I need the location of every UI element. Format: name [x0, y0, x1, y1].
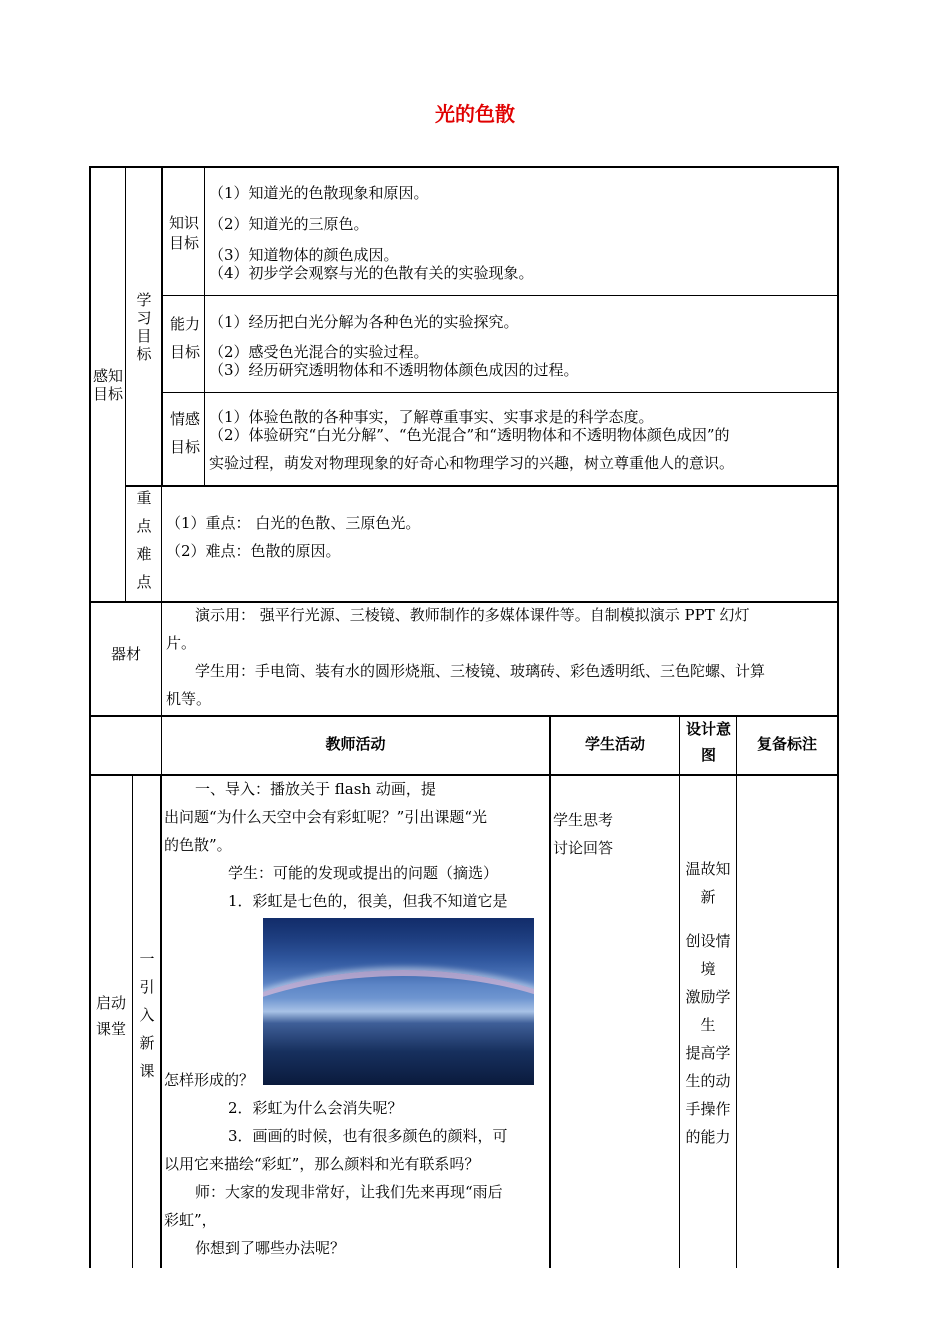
knowledge-goal-3: （3）知道物体的颜色成因。	[209, 246, 399, 264]
study-goal-label: 学习目标	[136, 291, 152, 363]
rainbow-photo	[263, 918, 534, 1085]
perception-goal-label: 感知目标	[92, 367, 123, 403]
emotion-goal-3: 实验过程，萌发对物理现象的好奇心和物理学习的兴趣，树立尊重他人的意识。	[209, 454, 735, 472]
design-intent-5: 激励学	[685, 988, 731, 1006]
design-intent-4: 境	[700, 960, 716, 978]
header-student-activity: 学生活动	[584, 735, 645, 753]
student-activity-line-1: 学生思考	[553, 811, 614, 829]
design-intent-2: 新	[700, 888, 716, 906]
teacher-line-9: 以用它来描绘“彩虹”，那么颜料和光有联系吗？	[164, 1155, 480, 1173]
header-revision-notes: 复备标注	[756, 735, 817, 753]
design-intent-10: 的能力	[685, 1128, 731, 1146]
ability-goal-1: （1）经历把白光分解为各种色光的实验探究。	[209, 313, 519, 331]
difficulty-point: （2）难点：色散的原因。	[166, 542, 341, 560]
lesson-subsection-label: 一引入新课	[139, 950, 155, 1080]
teacher-line-2: 出问题“为什么天空中会有彩虹呢？”引出课题“光	[164, 808, 488, 826]
design-intent-8: 生的动	[685, 1072, 731, 1090]
equipment-line-4: 机等。	[166, 690, 212, 708]
teacher-line-1: 一、导入：播放关于 flash 动画，提	[195, 780, 436, 798]
equipment-line-2: 片。	[166, 634, 197, 652]
lesson-section-label: 启动课堂	[95, 994, 126, 1038]
equipment-line-3: 学生用：手电筒、装有水的圆形烧瓶、三棱镜、玻璃砖、彩色透明纸、三色陀螺、计算	[195, 662, 766, 680]
emotion-goal-label: 情感目标	[169, 410, 200, 456]
teacher-line-8: 3．画画的时候，也有很多颜色的颜料，可	[228, 1127, 508, 1145]
design-intent-1: 温故知	[685, 860, 731, 878]
knowledge-goal-4: （4）初步学会观察与光的色散有关的实验现象。	[209, 264, 534, 282]
key-point: （1）重点： 白光的色散、三原色光。	[166, 514, 421, 532]
teacher-line-7: 2．彩虹为什么会消失呢？	[228, 1099, 403, 1117]
design-intent-6: 生	[700, 1016, 716, 1034]
knowledge-goal-2: （2）知道光的三原色。	[209, 215, 369, 233]
key-difficulty-label: 重点难点	[136, 489, 152, 591]
teacher-line-11: 彩虹”，	[164, 1211, 217, 1229]
emotion-goal-1: （1）体验色散的各种事实，了解尊重事实、实事求是的科学态度。	[209, 408, 654, 426]
design-intent-7: 提高学	[685, 1044, 731, 1062]
emotion-goal-2: （2）体验研究“白光分解”、“色光混合”和“透明物体和不透明物体颜色成因”的	[209, 426, 730, 444]
teacher-line-4: 学生：可能的发现或提出的问题（摘选）	[228, 864, 499, 882]
ability-goal-2: （2）感受色光混合的实验过程。	[209, 343, 429, 361]
ability-goal-3: （3）经历研究透明物体和不透明物体颜色成因的过程。	[209, 361, 579, 379]
teacher-line-10: 师：大家的发现非常好，让我们先来再现“雨后	[195, 1183, 503, 1201]
equipment-label: 器材	[110, 645, 141, 663]
header-teacher-activity: 教师活动	[325, 735, 386, 753]
teacher-line-5: 1．彩虹是七色的，很美，但我不知道它是	[228, 892, 508, 910]
teacher-line-12: 你想到了哪些办法呢？	[195, 1239, 346, 1257]
teacher-line-3: 的色散”。	[164, 836, 232, 854]
knowledge-goal-1: （1）知道光的色散现象和原因。	[209, 184, 429, 202]
teacher-line-6: 怎样形成的？	[164, 1071, 255, 1089]
design-intent-3: 创设情	[685, 932, 731, 950]
equipment-line-1: 演示用： 强平行光源、三棱镜、教师制作的多媒体课件等。自制模拟演示 PPT 幻灯	[195, 606, 750, 624]
header-design-intent: 设计意图	[685, 720, 731, 764]
student-activity-line-2: 讨论回答	[553, 839, 614, 857]
ability-goal-label: 能力目标	[169, 315, 200, 361]
knowledge-goal-label: 知识目标	[168, 214, 199, 252]
design-intent-9: 手操作	[685, 1100, 731, 1118]
page-title: 光的色散	[435, 102, 515, 126]
